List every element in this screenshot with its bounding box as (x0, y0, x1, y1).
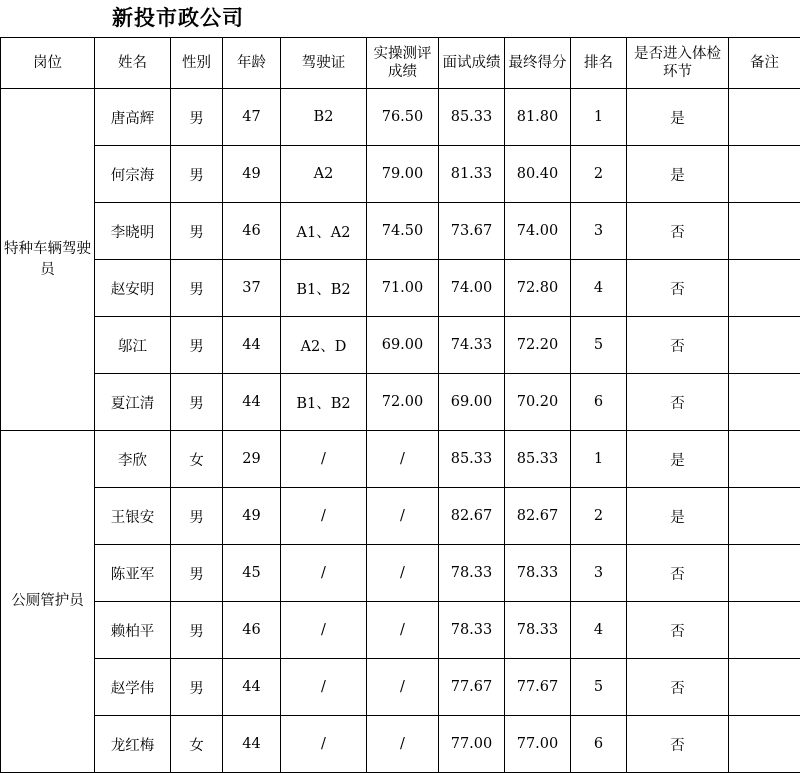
cell-note (729, 659, 800, 716)
cell-license: / (281, 659, 367, 716)
cell-interview-score: 82.67 (439, 488, 505, 545)
cell-name: 陈亚军 (95, 545, 171, 602)
cell-age: 44 (223, 317, 281, 374)
cell-name: 唐高辉 (95, 89, 171, 146)
cell-medical: 否 (627, 374, 729, 431)
cell-license: B1、B2 (281, 374, 367, 431)
column-header-final-score: 最终得分 (505, 38, 571, 89)
cell-name: 何宗海 (95, 146, 171, 203)
table-row (1, 602, 800, 659)
cell-sex: 男 (171, 659, 223, 716)
cell-age: 37 (223, 260, 281, 317)
cell-age: 49 (223, 146, 281, 203)
cell-note (729, 602, 800, 659)
column-header-post: 岗位 (1, 38, 95, 89)
cell-medical: 否 (627, 602, 729, 659)
cell-name: 赵学伟 (95, 659, 171, 716)
cell-interview-score: 78.33 (439, 545, 505, 602)
cell-practical-score: / (367, 488, 439, 545)
cell-practical-score: 71.00 (367, 260, 439, 317)
cell-practical-score: 72.00 (367, 374, 439, 431)
cell-name: 李欣 (95, 431, 171, 488)
column-header-note: 备注 (729, 38, 800, 89)
cell-interview-score: 85.33 (439, 89, 505, 146)
cell-age: 46 (223, 203, 281, 260)
cell-rank: 4 (571, 260, 627, 317)
cell-practical-score: / (367, 602, 439, 659)
cell-final-score: 85.33 (505, 431, 571, 488)
cell-final-score: 72.80 (505, 260, 571, 317)
table-row (1, 659, 800, 716)
cell-final-score: 80.40 (505, 146, 571, 203)
cell-note (729, 146, 800, 203)
cell-note (729, 317, 800, 374)
cell-age: 29 (223, 431, 281, 488)
cell-medical: 否 (627, 260, 729, 317)
cell-practical-score: / (367, 716, 439, 773)
cell-sex: 女 (171, 716, 223, 773)
column-header-name: 姓名 (95, 38, 171, 89)
cell-note (729, 89, 800, 146)
cell-medical: 是 (627, 89, 729, 146)
cell-rank: 1 (571, 431, 627, 488)
group-label-special-vehicle-driver: 特种车辆驾驶员 (1, 89, 95, 431)
cell-interview-score: 81.33 (439, 146, 505, 203)
cell-rank: 6 (571, 374, 627, 431)
cell-name: 王银安 (95, 488, 171, 545)
cell-license: A1、A2 (281, 203, 367, 260)
cell-rank: 5 (571, 659, 627, 716)
cell-practical-score: 79.00 (367, 146, 439, 203)
cell-final-score: 72.20 (505, 317, 571, 374)
cell-name: 赵安明 (95, 260, 171, 317)
column-header-practical-score: 实操测评成绩 (367, 38, 439, 89)
cell-rank: 2 (571, 488, 627, 545)
cell-sex: 男 (171, 146, 223, 203)
cell-note (729, 488, 800, 545)
cell-medical: 是 (627, 146, 729, 203)
cell-license: / (281, 488, 367, 545)
cell-note (729, 374, 800, 431)
cell-final-score: 81.80 (505, 89, 571, 146)
cell-license: B2 (281, 89, 367, 146)
column-header-medical: 是否进入体检环节 (627, 38, 729, 89)
cell-final-score: 77.00 (505, 716, 571, 773)
cell-name: 李晓明 (95, 203, 171, 260)
cell-interview-score: 85.33 (439, 431, 505, 488)
cell-age: 49 (223, 488, 281, 545)
cell-note (729, 203, 800, 260)
cell-medical: 否 (627, 317, 729, 374)
cell-interview-score: 74.00 (439, 260, 505, 317)
cell-age: 44 (223, 374, 281, 431)
cell-name: 夏江清 (95, 374, 171, 431)
cell-interview-score: 77.67 (439, 659, 505, 716)
cell-practical-score: / (367, 431, 439, 488)
cell-name: 邬江 (95, 317, 171, 374)
cell-final-score: 78.33 (505, 602, 571, 659)
table-row (1, 716, 800, 773)
table-row (1, 431, 800, 488)
cell-sex: 女 (171, 431, 223, 488)
cell-sex: 男 (171, 602, 223, 659)
table-row (1, 374, 800, 431)
cell-age: 45 (223, 545, 281, 602)
cell-license: A2 (281, 146, 367, 203)
cell-final-score: 70.20 (505, 374, 571, 431)
cell-age: 44 (223, 659, 281, 716)
results-table (0, 37, 800, 773)
cell-age: 47 (223, 89, 281, 146)
cell-rank: 3 (571, 545, 627, 602)
cell-sex: 男 (171, 545, 223, 602)
cell-license: / (281, 716, 367, 773)
cell-practical-score: 76.50 (367, 89, 439, 146)
cell-practical-score: / (367, 659, 439, 716)
cell-rank: 5 (571, 317, 627, 374)
cell-rank: 3 (571, 203, 627, 260)
cell-interview-score: 73.67 (439, 203, 505, 260)
cell-sex: 男 (171, 488, 223, 545)
cell-interview-score: 74.33 (439, 317, 505, 374)
cell-interview-score: 69.00 (439, 374, 505, 431)
cell-note (729, 260, 800, 317)
column-header-rank: 排名 (571, 38, 627, 89)
cell-medical: 否 (627, 203, 729, 260)
cell-rank: 2 (571, 146, 627, 203)
cell-sex: 男 (171, 374, 223, 431)
table-row (1, 488, 800, 545)
page-title: 新投市政公司 (0, 0, 800, 37)
cell-note (729, 431, 800, 488)
cell-license: / (281, 545, 367, 602)
table-row (1, 89, 800, 146)
cell-note (729, 716, 800, 773)
cell-practical-score: 69.00 (367, 317, 439, 374)
cell-interview-score: 77.00 (439, 716, 505, 773)
column-header-sex: 性别 (171, 38, 223, 89)
table-row (1, 260, 800, 317)
table-row (1, 545, 800, 602)
cell-rank: 6 (571, 716, 627, 773)
cell-age: 44 (223, 716, 281, 773)
cell-medical: 是 (627, 431, 729, 488)
cell-sex: 男 (171, 89, 223, 146)
column-header-interview-score: 面试成绩 (439, 38, 505, 89)
cell-rank: 1 (571, 89, 627, 146)
cell-license: B1、B2 (281, 260, 367, 317)
cell-sex: 男 (171, 260, 223, 317)
cell-license: A2、D (281, 317, 367, 374)
table-row (1, 146, 800, 203)
cell-license: / (281, 602, 367, 659)
cell-rank: 4 (571, 602, 627, 659)
cell-practical-score: 74.50 (367, 203, 439, 260)
cell-interview-score: 78.33 (439, 602, 505, 659)
table-row (1, 203, 800, 260)
cell-license: / (281, 431, 367, 488)
cell-sex: 男 (171, 317, 223, 374)
table-row (1, 317, 800, 374)
cell-final-score: 78.33 (505, 545, 571, 602)
group-label-public-toilet-keeper: 公厕管护员 (1, 431, 95, 773)
table-header (1, 38, 800, 89)
cell-final-score: 82.67 (505, 488, 571, 545)
cell-name: 龙红梅 (95, 716, 171, 773)
column-header-license: 驾驶证 (281, 38, 367, 89)
table-header-row (1, 38, 800, 89)
cell-final-score: 77.67 (505, 659, 571, 716)
cell-note (729, 545, 800, 602)
cell-medical: 否 (627, 716, 729, 773)
table-body (1, 89, 800, 773)
cell-medical: 否 (627, 545, 729, 602)
cell-name: 赖柏平 (95, 602, 171, 659)
cell-medical: 否 (627, 659, 729, 716)
cell-final-score: 74.00 (505, 203, 571, 260)
cell-medical: 是 (627, 488, 729, 545)
cell-practical-score: / (367, 545, 439, 602)
cell-sex: 男 (171, 203, 223, 260)
cell-age: 46 (223, 602, 281, 659)
column-header-age: 年龄 (223, 38, 281, 89)
